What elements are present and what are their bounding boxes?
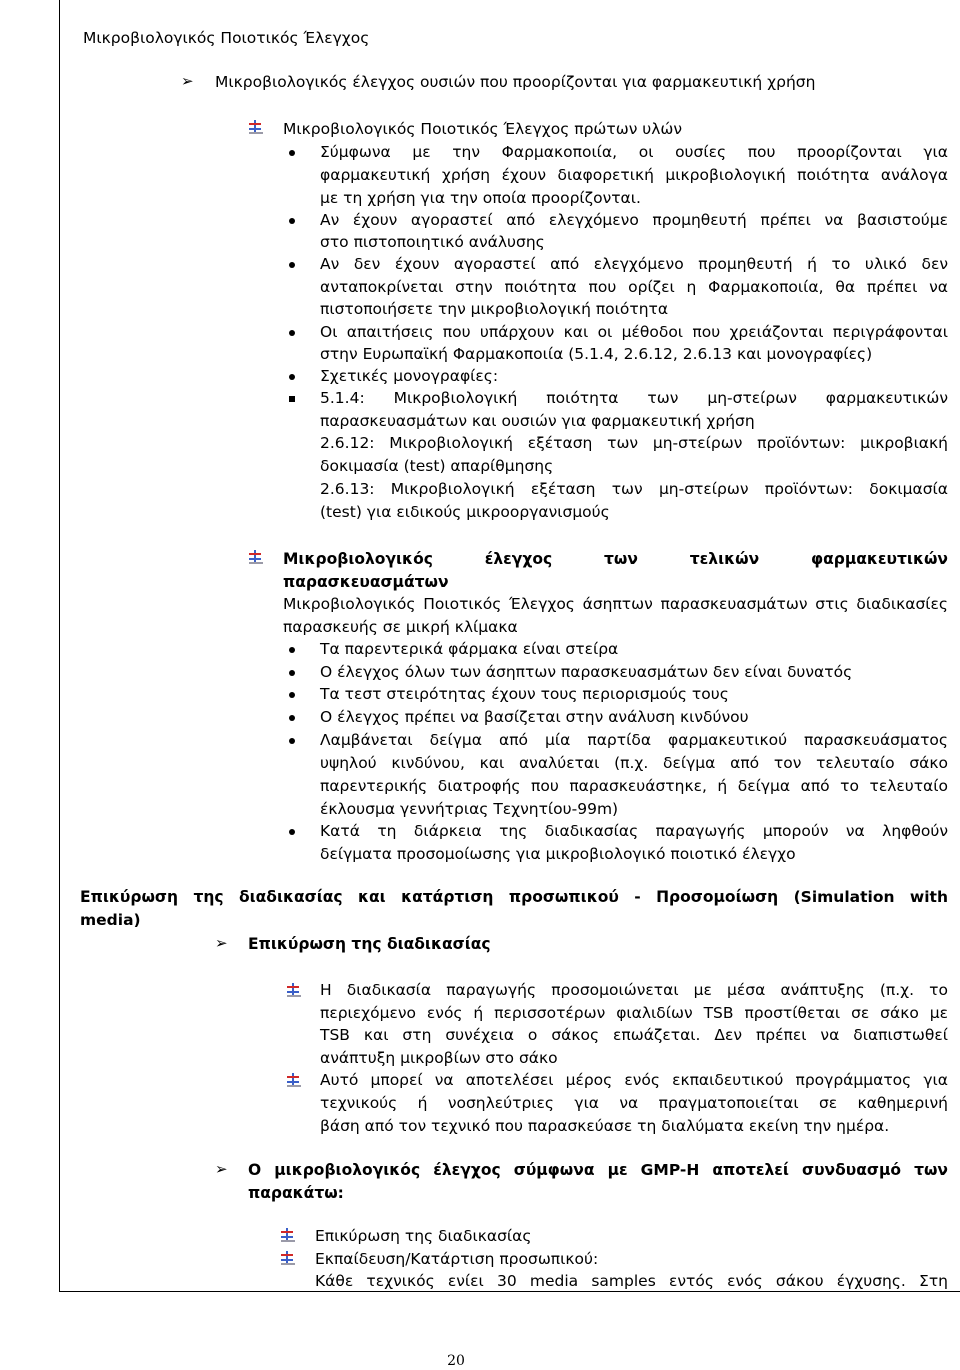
section-title: media) xyxy=(80,911,141,929)
bullet-icon xyxy=(289,330,295,336)
list-item: στο πιστοποιητικό ανάλυσης xyxy=(320,233,545,251)
paragraph: Κάθε τεχνικός ενίει 30 media samples εντός ενός σάκου έγχυσης. Στη xyxy=(315,1272,948,1290)
list-item: στην Ευρωπαϊκή Φαρμακοποιία (5.1.4, 2.6.12, 2.6.13 και μονογραφίες) xyxy=(320,345,873,363)
flag-bullet-icon xyxy=(281,1228,295,1242)
section-heading: Επικύρωση της διαδικασίας xyxy=(248,935,491,953)
list-item: υψηλού κινδύνου, και αναλύεται (π.χ. δείγμα από τον τελευταίο σάκο xyxy=(320,754,948,772)
arrow-bullet-icon: ➢ xyxy=(215,1160,228,1178)
flag-bullet-icon xyxy=(249,120,263,134)
arrow-bullet-icon: ➢ xyxy=(215,934,228,952)
flag-bullet-icon xyxy=(249,550,263,564)
list-item: 5.1.4: Μικροβιολογική ποιότητα των μη-στείρων φαρμακευτικών xyxy=(320,389,948,407)
list-item: παρασκευασμάτων και ουσιών για φαρμακευτική χρήση xyxy=(320,412,755,430)
square-bullet-icon xyxy=(289,396,295,402)
bullet-icon xyxy=(289,738,295,744)
list-item: Εκπαίδευση/Κατάρτιση προσωπικού: xyxy=(315,1250,599,1268)
list-item: Τα παρεντερικά φάρμακα είναι στείρα xyxy=(320,640,619,658)
paragraph: Μικροβιολογικός Ποιοτικός Έλεγχος άσηπτων παρασκευασμάτων στις διαδικασίες xyxy=(283,595,948,613)
list-item: φαρμακευτική χρήση έχουν διαφορετική μικροβιολογική ποιότητα ανάλογα xyxy=(320,166,948,184)
page-title: Μικροβιολογικός Ποιοτικός Έλεγχος xyxy=(83,29,370,47)
subsection-heading: Μικροβιολογικός έλεγχος των τελικών φαρμακευτικών xyxy=(283,550,948,568)
list-item: έκλουσμα γεννήτριας Τεχνητίου-99m) xyxy=(320,800,619,818)
bullet-icon xyxy=(289,647,295,653)
bullet-icon xyxy=(289,150,295,156)
subsection-heading: παρασκευασμάτων xyxy=(283,573,449,591)
list-item: Λαμβάνεται δείγμα από μία παρτίδα φαρμακευτικού παρασκευάσματος xyxy=(320,731,948,749)
paragraph: Η διαδικασία παραγωγής προσομοιώνεται με μέσα ανάπτυξης (π.χ. το xyxy=(320,981,948,999)
list-item: Οι απαιτήσεις που υπάρχουν και οι μέθοδοι που χρειάζονται περιγράφονται xyxy=(320,323,948,341)
bullet-icon xyxy=(289,374,295,380)
section-heading: Ο μικροβιολογικός έλεγχος σύμφωνα με GMP-H αποτελεί συνδυασμό των xyxy=(248,1161,948,1179)
paragraph: Αυτό μπορεί να αποτελέσει μέρος ενός εκπαιδευτικού προγράμματος για xyxy=(320,1071,948,1089)
list-item: δοκιμασία (test) απαρίθμησης xyxy=(320,457,554,475)
list-item: Σύμφωνα με την Φαρμακοποιία, οι ουσίες που προορίζονται για xyxy=(320,143,948,161)
paragraph: παρασκευής σε μικρή κλίμακα xyxy=(283,618,518,636)
list-item: Τα τεστ στειρότητας έχουν τους περιορισμούς τους xyxy=(320,685,729,703)
list-item: Σχετικές μονογραφίες: xyxy=(320,367,499,385)
page-number: 20 xyxy=(447,1353,465,1369)
flag-bullet-icon xyxy=(287,1073,301,1087)
bullet-icon xyxy=(289,829,295,835)
flag-bullet-icon xyxy=(281,1251,295,1265)
list-item: 2.6.12: Μικροβιολογική εξέταση των μη-στείρων προϊόντων: μικροβιακή xyxy=(320,434,948,452)
paragraph: TSB και στη συνέχεια ο σάκος επωάζεται. Δεν πρέπει να διαπιστωθεί xyxy=(320,1026,948,1044)
list-item: (test) για ειδικούς μικροοργανισμούς xyxy=(320,503,610,521)
list-item: με τη χρήση για την οποία προορίζονται. xyxy=(320,189,641,207)
bullet-icon xyxy=(289,218,295,224)
list-item: 2.6.13: Μικροβιολογική εξέταση των μη-στείρων προϊόντων: δοκιμασία xyxy=(320,480,948,498)
paragraph: τεχνικούς ή νοσηλεύτριες για να πραγματοποιείται σε καθημερινή xyxy=(320,1094,948,1112)
list-item: Κατά τη διάρκεια της διαδικασίας παραγωγής μπορούν να ληφθούν xyxy=(320,822,948,840)
paragraph: βάση από τον τεχνικό που παρασκεύασε τη διαλύματα εκείνη την ημέρα. xyxy=(320,1117,890,1135)
paragraph: ανάπτυξη μικροβίων στο σάκο xyxy=(320,1049,558,1067)
section-title: Επικύρωση της διαδικασίας και κατάρτιση προσωπικού - Προσομοίωση (Simulation with xyxy=(80,888,948,906)
list-item: Αν έχουν αγοραστεί από ελεγχόμενο προμηθευτή πρέπει να βασιστούμε xyxy=(320,211,948,229)
subsection-heading: Μικροβιολογικός Ποιοτικός Έλεγχος πρώτων υλών xyxy=(283,120,683,138)
flag-bullet-icon xyxy=(287,983,301,997)
paragraph: περιεχόμενο ενός ή περισσοτέρων φιαλιδίων TSB προστίθεται σε σάκο με xyxy=(320,1004,948,1022)
list-item: Αν δεν έχουν αγοραστεί από ελεγχόμενο προμηθευτή ή το υλικό δεν xyxy=(320,255,948,273)
bullet-icon xyxy=(289,262,295,268)
list-item: Ο έλεγχος πρέπει να βασίζεται στην ανάλυση κινδύνου xyxy=(320,708,749,726)
section-heading: παρακάτω: xyxy=(248,1184,344,1202)
list-item: πιστοποιήσετε την μικροβιολογική ποιότητα xyxy=(320,300,669,318)
bullet-icon xyxy=(289,670,295,676)
bullet-icon xyxy=(289,692,295,698)
section-heading: Μικροβιολογικός έλεγχος ουσιών που προορίζονται για φαρμακευτική χρήση xyxy=(215,73,816,91)
bullet-icon xyxy=(289,715,295,721)
list-item: Επικύρωση της διαδικασίας xyxy=(315,1227,532,1245)
list-item: Ο έλεγχος όλων των άσηπτων παρασκευασμάτων δεν είναι δυνατός xyxy=(320,663,853,681)
arrow-bullet-icon: ➢ xyxy=(181,72,194,90)
list-item: δείγματα προσομοίωσης για μικροβιολογικό ποιοτικό έλεγχο xyxy=(320,845,796,863)
list-item: ανταποκρίνεται στην ποιότητα που ορίζει η Φαρμακοποιία, θα πρέπει να xyxy=(320,278,948,296)
list-item: παρεντερικής διατροφής που παρασκευάστηκε, ή δείγμα από το τελευταίο xyxy=(320,777,948,795)
